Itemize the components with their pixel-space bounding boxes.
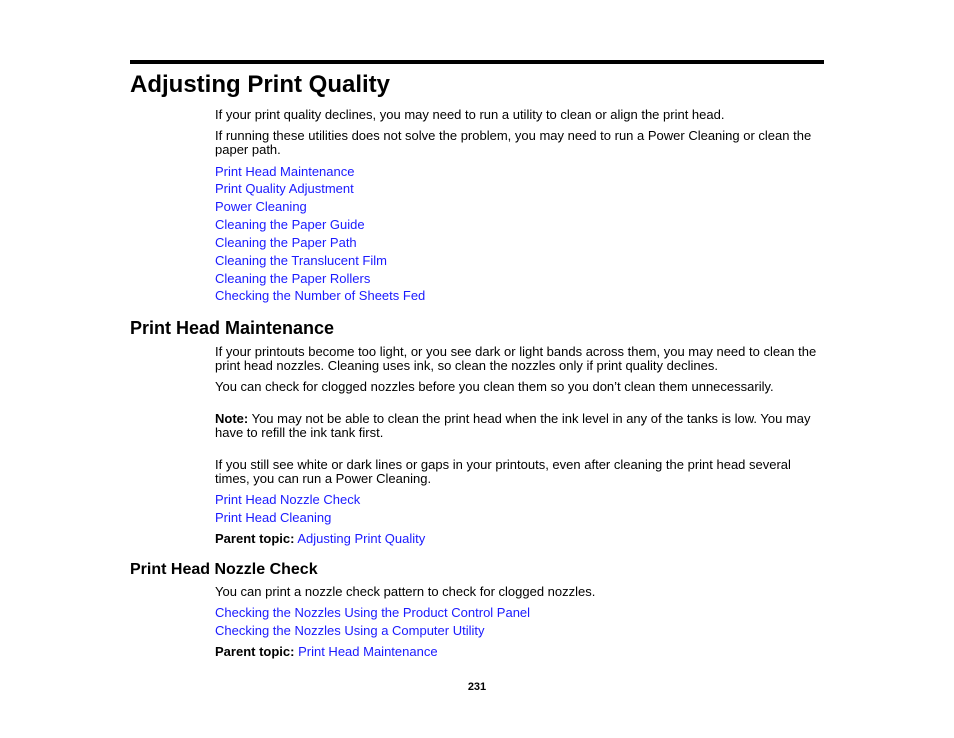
maintenance-paragraph-3: If you still see white or dark lines or gaps in your printouts, even after cleaning the print head several times, you can run a Power Cleaning.: [215, 457, 791, 486]
parent-topic-label: Parent topic:: [215, 531, 295, 546]
parent-topic-maintenance: [215, 532, 823, 546]
intro-paragraph-1: If your print quality declines, you may need to run a utility to clean or align the print head.: [215, 107, 725, 122]
note-paragraph: [215, 412, 823, 440]
maintenance-paragraph-2: You can check for clogged nozzles before you clean them so you don’t clean them unnecessarily.: [215, 379, 774, 394]
link-nozzles-control-panel[interactable]: Checking the Nozzles Using the Product Control Panel: [215, 605, 531, 620]
parent-topic-link[interactable]: Print Head Maintenance: [298, 644, 438, 659]
link-print-head-maintenance[interactable]: Print Head Maintenance: [215, 164, 355, 179]
link-print-head-cleaning[interactable]: Print Head Cleaning: [215, 510, 332, 525]
link-nozzles-computer-utility[interactable]: Checking the Nozzles Using a Computer Utility: [215, 623, 485, 638]
nozzle-check-paragraph-1: You can print a nozzle check pattern to check for clogged nozzles.: [215, 584, 596, 599]
page-title: Adjusting Print Quality: [130, 71, 391, 98]
link-cleaning-paper-path[interactable]: Cleaning the Paper Path: [215, 235, 357, 250]
link-cleaning-translucent-film[interactable]: Cleaning the Translucent Film: [215, 253, 387, 268]
parent-topic-link[interactable]: Adjusting Print Quality: [297, 531, 426, 546]
link-cleaning-paper-rollers[interactable]: Cleaning the Paper Rollers: [215, 271, 371, 286]
title-rule: [130, 60, 824, 64]
section-heading-nozzle-check: Print Head Nozzle Check: [130, 561, 318, 578]
parent-topic-nozzle-check: [215, 645, 823, 659]
link-nozzle-check[interactable]: Print Head Nozzle Check: [215, 492, 361, 507]
note-text: You may not be able to clean the print head when the ink level in any of the tanks is low. You may have to refill the ink tank first.: [215, 411, 811, 440]
intro-paragraph-2: If running these utilities does not solve the problem, you may need to run a Power Cleaning or clean the paper path.: [215, 128, 812, 157]
link-cleaning-paper-guide[interactable]: Cleaning the Paper Guide: [215, 217, 365, 232]
parent-topic-label: Parent topic:: [215, 644, 295, 659]
page-number: 231: [467, 681, 487, 693]
section-heading-maintenance: Print Head Maintenance: [130, 318, 335, 338]
maintenance-paragraph-1: If your printouts become too light, or you see dark or light bands across them, you may need to clean the print head nozzles. Cleaning uses ink, so clean the nozzles only if print quality declines.: [215, 344, 817, 373]
link-print-quality-adjustment[interactable]: Print Quality Adjustment: [215, 181, 354, 196]
note-label: Note:: [215, 411, 249, 426]
link-power-cleaning[interactable]: Power Cleaning: [215, 199, 307, 214]
link-checking-sheets-fed[interactable]: Checking the Number of Sheets Fed: [215, 288, 426, 303]
